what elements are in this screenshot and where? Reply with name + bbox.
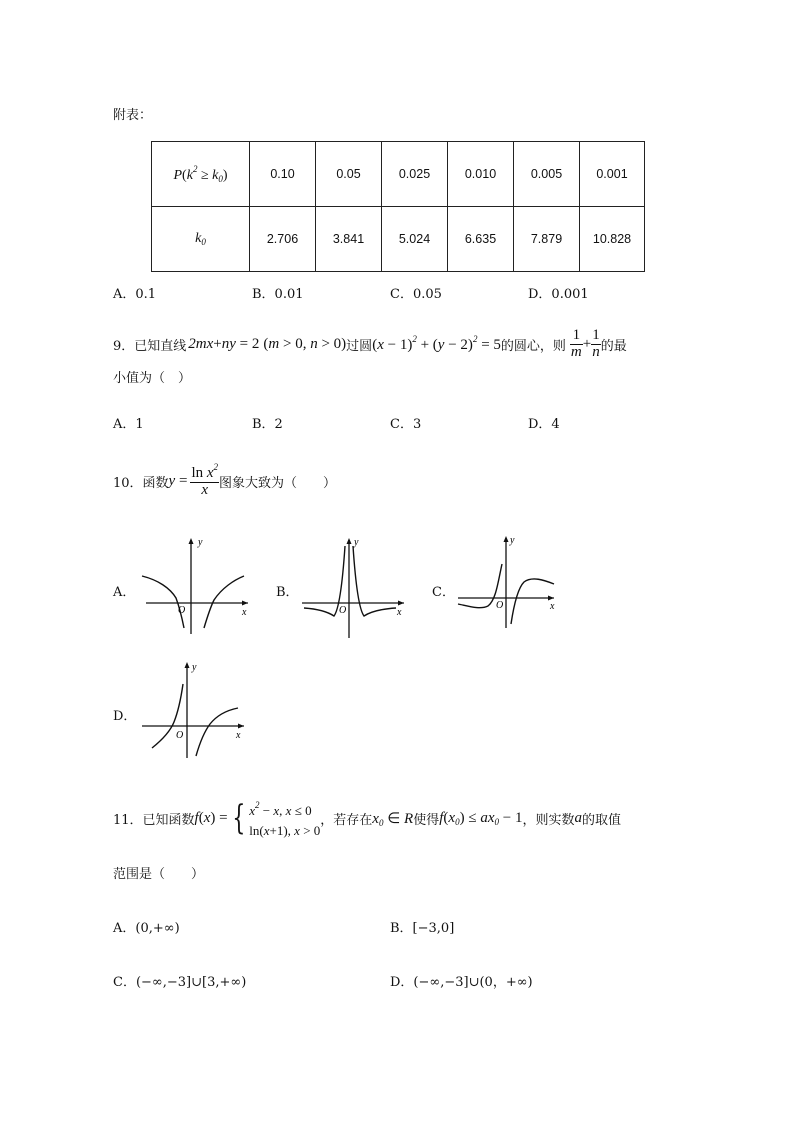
- x-axis-arrow: [548, 596, 554, 601]
- x-axis-arrow: [242, 601, 248, 606]
- q9-stem-line2: 小值为（ ）: [113, 371, 192, 386]
- table-cell: 5.024: [382, 207, 448, 272]
- q10-option-a[interactable]: A．: [113, 585, 136, 600]
- q11-option-a[interactable]: A．(0,+∞): [113, 921, 180, 936]
- q11-text-mid2: 使得: [413, 812, 440, 828]
- q9-text-mid: 过圆: [346, 338, 373, 354]
- q10-stem: 10．函数 y = $\frac{\ln x^2}{x}$ 图象大致为（ ）: [113, 462, 337, 498]
- y-label: y: [510, 535, 515, 546]
- q10-stem-end: 图象大致为（ ）: [219, 475, 337, 491]
- q10-option-d[interactable]: D．: [113, 709, 137, 724]
- y-axis-arrow: [185, 662, 190, 668]
- q9-option-d[interactable]: D．4: [528, 417, 560, 432]
- x-axis-arrow: [398, 601, 404, 606]
- table-cell: 0.010: [448, 142, 514, 207]
- q11-stem-start: 11．已知函数: [113, 812, 195, 828]
- table-cell: 2.706: [250, 207, 316, 272]
- y-label: y: [192, 662, 197, 673]
- q9-text-mid2: 的圆心，则: [500, 338, 566, 354]
- q9-text-end: 的最: [600, 338, 627, 354]
- table-cell: 7.879: [514, 207, 580, 272]
- q8-option-b[interactable]: B．0.01: [252, 287, 304, 302]
- q11-text-end: ，则实数: [522, 812, 575, 828]
- table-row: [152, 207, 645, 272]
- q9-stem-start: 9．已知直线: [113, 338, 187, 354]
- x-label: x: [550, 601, 555, 612]
- table-cell: 0.025: [382, 142, 448, 207]
- q8-option-a[interactable]: A．0.1: [113, 287, 157, 302]
- x-label: x: [236, 730, 241, 741]
- table-cell: 10.828: [580, 207, 645, 272]
- q9-option-b[interactable]: B．2: [252, 417, 283, 432]
- table-cell: 0.005: [514, 142, 580, 207]
- table-cell: 0.001: [580, 142, 645, 207]
- curve-right: [511, 579, 554, 624]
- q9-option-c[interactable]: C．3: [390, 417, 422, 432]
- table-cell: 3.841: [316, 207, 382, 272]
- x-label: x: [397, 607, 402, 618]
- q10-stem-start: 10．函数: [113, 475, 169, 491]
- q9-option-a[interactable]: A．1: [113, 417, 144, 432]
- q11-stem-line2: 范围是（ ）: [113, 867, 205, 882]
- q9-stem: 9．已知直线 2mx+ny = 2 (m > 0, n > 0) 过圆 $(x - 1)^2 + (y - 2)^2 = 5$ 的圆心，则 $\frac{1}{m}$ + $\frac{1}{n}$ 的最: [113, 326, 627, 360]
- origin-label: O: [176, 730, 184, 741]
- q11-option-b[interactable]: B．[−3,0]: [390, 921, 455, 936]
- curve-right: [196, 708, 238, 756]
- q11-stem: 11．已知函数 f(x) = { $x^2 - x$, x ≤ 0 ln(x+1), x > 0 ，若存在 $x_0$ ∈ R 使得 $f(x_0) \le ax_0 - 1$ ，则实数 a 的取值: [113, 798, 621, 838]
- table-cell: 0.05: [316, 142, 382, 207]
- q11-option-c[interactable]: C．(−∞,−3]∪[3,+∞): [113, 975, 247, 990]
- origin-label: O: [496, 600, 504, 611]
- y-label: y: [354, 537, 359, 548]
- curve-right: [353, 546, 396, 616]
- critical-value-table: [151, 141, 645, 272]
- y-axis-arrow: [347, 538, 352, 544]
- graph-option-a[interactable]: [138, 536, 252, 636]
- y-axis-arrow: [189, 538, 194, 544]
- q8-option-d[interactable]: D．0.001: [528, 287, 589, 302]
- q8-option-c[interactable]: C．0.05: [390, 287, 442, 302]
- q11-option-d[interactable]: D．(−∞,−3]∪(0，+∞): [390, 975, 533, 990]
- table-cell: 6.635: [448, 207, 514, 272]
- q11-text-mid: ，若存在: [320, 812, 373, 828]
- graph-option-c[interactable]: [454, 534, 560, 630]
- q11-var-a: a: [574, 809, 582, 826]
- table-row: [152, 142, 645, 207]
- q10-option-b[interactable]: B．: [276, 585, 299, 600]
- q10-option-c[interactable]: C．: [432, 585, 455, 600]
- curve-right: [204, 576, 244, 628]
- y-label: y: [198, 537, 203, 548]
- origin-label: O: [339, 605, 347, 616]
- table-label: 附表：: [113, 108, 153, 123]
- graph-option-d[interactable]: [138, 660, 248, 760]
- y-axis-arrow: [504, 536, 509, 542]
- curve-left: [142, 576, 184, 628]
- table-cell: 0.10: [250, 142, 316, 207]
- table-header-cell: $P(k^2 \ge k_0)$: [152, 142, 250, 207]
- graph-option-b[interactable]: [300, 536, 408, 640]
- origin-label: O: [178, 605, 186, 616]
- q11-text-end2: 的取值: [581, 812, 621, 828]
- x-label: x: [242, 607, 247, 618]
- x-axis-arrow: [238, 724, 244, 729]
- table-row-label: $k_0$: [152, 207, 250, 272]
